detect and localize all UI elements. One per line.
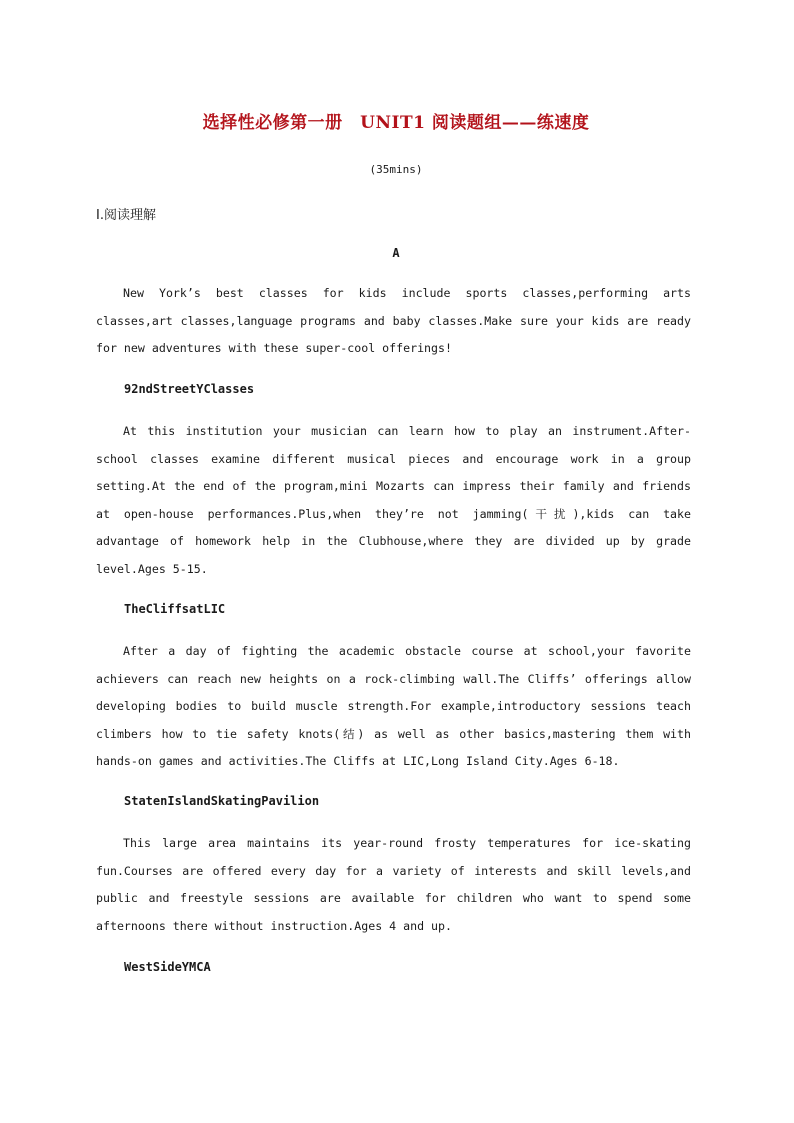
passage-label: A <box>392 246 400 260</box>
item-text-staten-island: This large area maintains its year-round frosty temperatures for ice-skating fun.Courses are offered every day for a variety of interests and skill levels,and public and freestyle sessions are available for children who want to spend some afternoons there without instruction.Ages 4 and up. <box>96 836 691 933</box>
item-heading-west-side-ymca: WestSideYMCA <box>124 960 211 974</box>
document-page <box>96 0 696 1123</box>
section-heading: Ⅰ.阅读理解 <box>96 208 156 223</box>
item-text-92nd-street-y: At this institution your musician can learn how to play an instrument.After-school classes examine different musical pieces and encourage work in a group setting.At the end of the program,mini Mozarts can impress their family and friends at open-house performances.Plus,when they’re not jamming(干扰),kids can take advantage of homework help in the Clubhouse,where they are divided up by grade level.Ages 5-15. <box>96 424 691 576</box>
page-title: 选择性必修第一册 UNIT1 阅读题组——练速度 <box>202 113 590 133</box>
item-heading-staten-island: StatenIslandSkatingPavilion <box>124 794 320 808</box>
time-limit: (35mins) <box>369 163 423 176</box>
intro-paragraph: New York’s best classes for kids include sports classes,performing arts classes,art classes,language programs and baby classes.Make sure your kids are ready for new adventures with these super-cool offerings! <box>96 286 691 356</box>
item-heading-92nd-street-y: 92ndStreetYClasses <box>124 382 255 396</box>
item-text-the-cliffs: After a day of fighting the academic obstacle course at school,your favorite achievers can reach new heights on a rock-climbing wall.The Cliffs’ offerings allow developing bodies to build muscle strength.For example,introductory sessions teach climbers how to tie safety knots(结) as well as other basics,mastering them with hands-on games and activities.The Cliffs at LIC,Long Island City.Ages 6-18. <box>96 644 691 769</box>
item-heading-the-cliffs: TheCliffsatLIC <box>124 602 226 616</box>
